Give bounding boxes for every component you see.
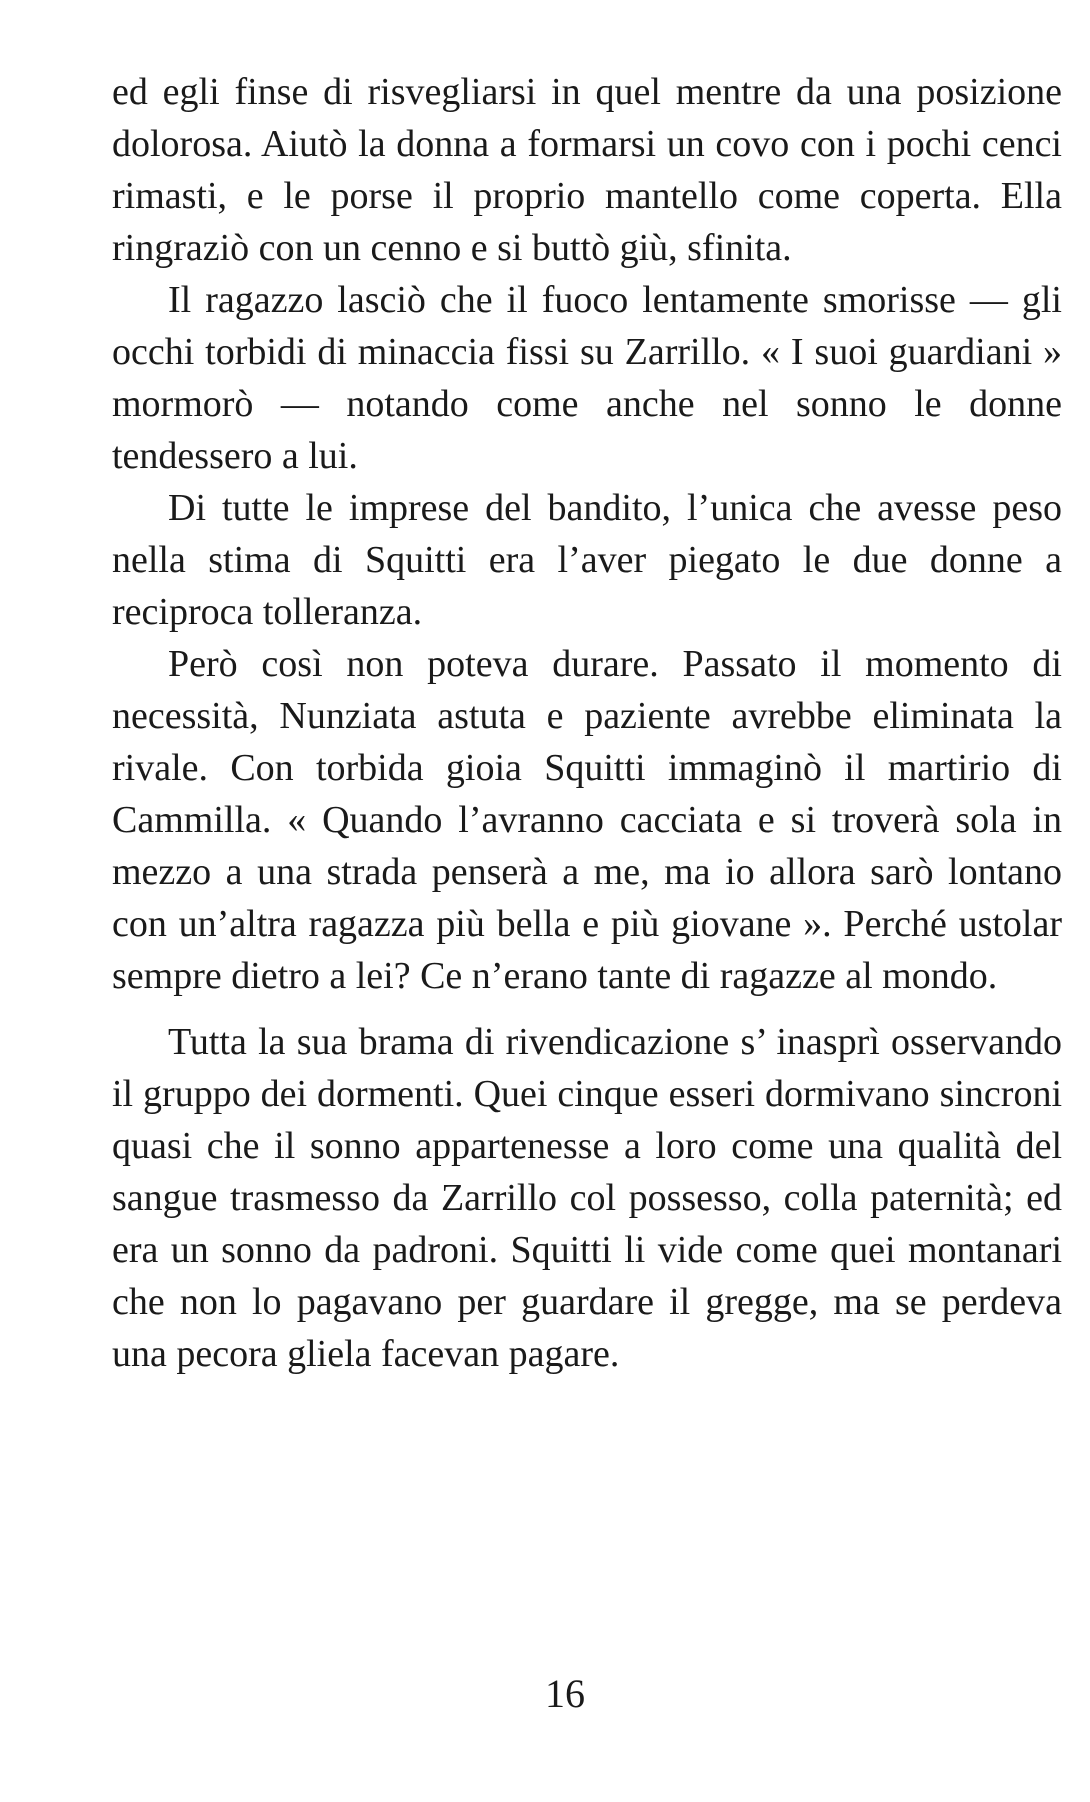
body-text [112, 66, 1062, 1380]
paragraph-3: Di tutte le imprese del bandito, l’unica che avesse peso nella stima di Squitti era l’aver piegato le due donne a reciproca tolleranza. [112, 487, 1062, 633]
paragraph-1: ed egli finse di risvegliarsi in quel mentre da una posizione dolorosa. Aiutò la donna a formarsi un covo con i pochi cenci rimasti, e le porse il proprio mantello come coperta. Ella ringraziò con un cenno e si buttò giù, sfinita. [112, 71, 1062, 269]
page-number: 16 [545, 1671, 585, 1716]
paragraph-2: Il ragazzo lasciò che il fuoco lentamente smorisse — gli occhi torbidi di minaccia fissi su Zarrillo. « I suoi guardiani » mormorò — notando come anche nel sonno le donne tendessero a lui. [112, 279, 1062, 477]
paragraph-5: Tutta la sua brama di rivendicazione s’ inasprì osservando il gruppo dei dormenti. Quei cinque esseri dormivano sincroni quasi che il sonno appartenesse a loro come una qualità del sangue trasmesso da Zarrillo col possesso, colla paternità; ed era un sonno da padroni. Squitti li vide come quei montanari che non lo pagavano per guardare il gregge, ma se perdeva una pecora gliela facevan pagare. [112, 1021, 1062, 1375]
paragraph-4: Però così non poteva durare. Passato il momento di necessità, Nunziata astuta e paziente avrebbe eliminata la rivale. Con torbida gioia Squitti immaginò il martirio di Cammilla. « Quando l’avranno cacciata e si troverà sola in mezzo a una strada penserà a me, ma io allora sarò lontano con un’altra ragazza più bella e più giovane ». Perché ustolar sempre dietro a lei? Ce n’erano tante di ragazze al mondo. [112, 643, 1062, 997]
